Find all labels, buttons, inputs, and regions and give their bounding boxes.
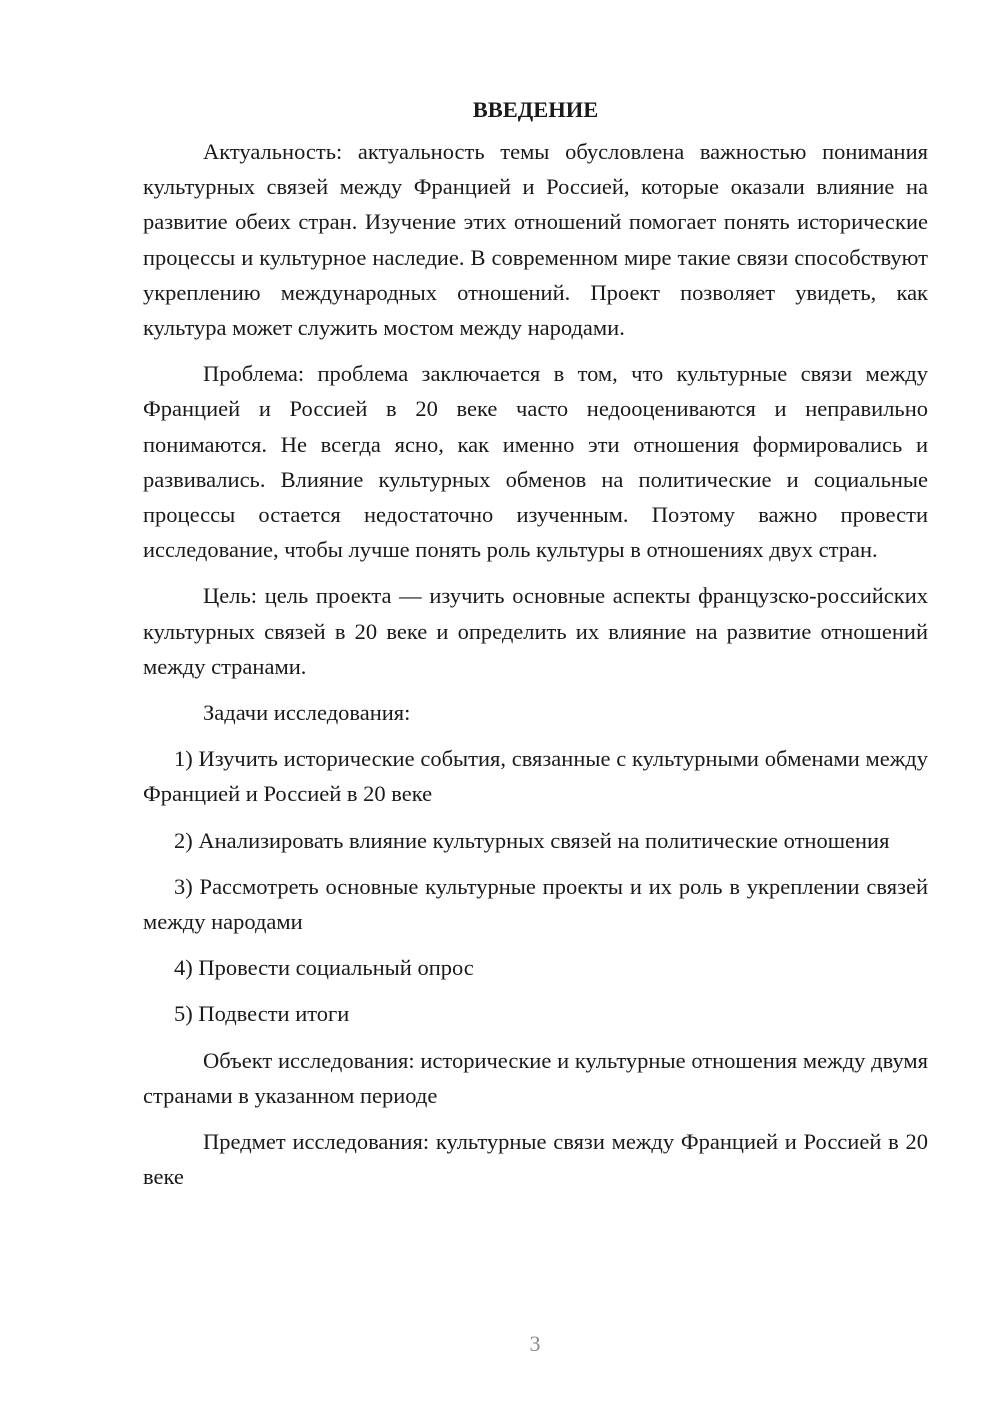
object-paragraph: Объект исследования: исторические и культурные отношения между двумя странами в указанном периоде: [143, 1047, 928, 1108]
document-page: [143, 92, 928, 1205]
relevance-paragraph: Актуальность: актуальность темы обусловлена важностью понимания культурных связей между Францией и Россией, которые оказали влияние на развитие обеих стран. Изучение этих отношений помогает понять исторические процессы и культурное наследие. В современном мире такие связи способствуют укреплению международных отношений. Проект позволяет увидеть, как культура может служить мостом между народами.: [143, 139, 928, 341]
task-list: [143, 741, 928, 1031]
section-title: ВВЕДЕНИЕ: [472, 97, 599, 122]
task-item: 5) Подвести итоги: [174, 1001, 350, 1027]
page-number: 3: [529, 1331, 541, 1356]
task-item: 4) Провести социальный опрос: [174, 955, 474, 981]
problem-paragraph: Проблема: проблема заключается в том, что культурные связи между Францией и Россией в 20 веке часто недооцениваются и неправильно понимаются. Не всегда ясно, как именно эти отношения формировались и развивались. Влияние культурных обменов на политические и социальные процессы остается недостаточно изученным. Поэтому важно провести исследование, чтобы лучше понять роль культуры в отношениях двух стран.: [143, 361, 928, 563]
task-item: 1) Изучить исторические события, связанные с культурными обменами между Францией и Россией в 20 веке: [143, 746, 928, 807]
task-item: 3) Рассмотреть основные культурные проекты и их роль в укреплении связей между народами: [143, 873, 928, 935]
subject-paragraph: Предмет исследования: культурные связи между Францией и Россией в 20 веке: [143, 1129, 928, 1190]
tasks-heading: Задачи исследования:: [203, 700, 411, 726]
task-item: 2) Анализировать влияние культурных связей на политические отношения: [174, 827, 890, 853]
goal-paragraph: Цель: цель проекта — изучить основные аспекты французско-российских культурных связей в 20 веке и определить их влияние на развитие отношений между странами.: [143, 583, 928, 679]
